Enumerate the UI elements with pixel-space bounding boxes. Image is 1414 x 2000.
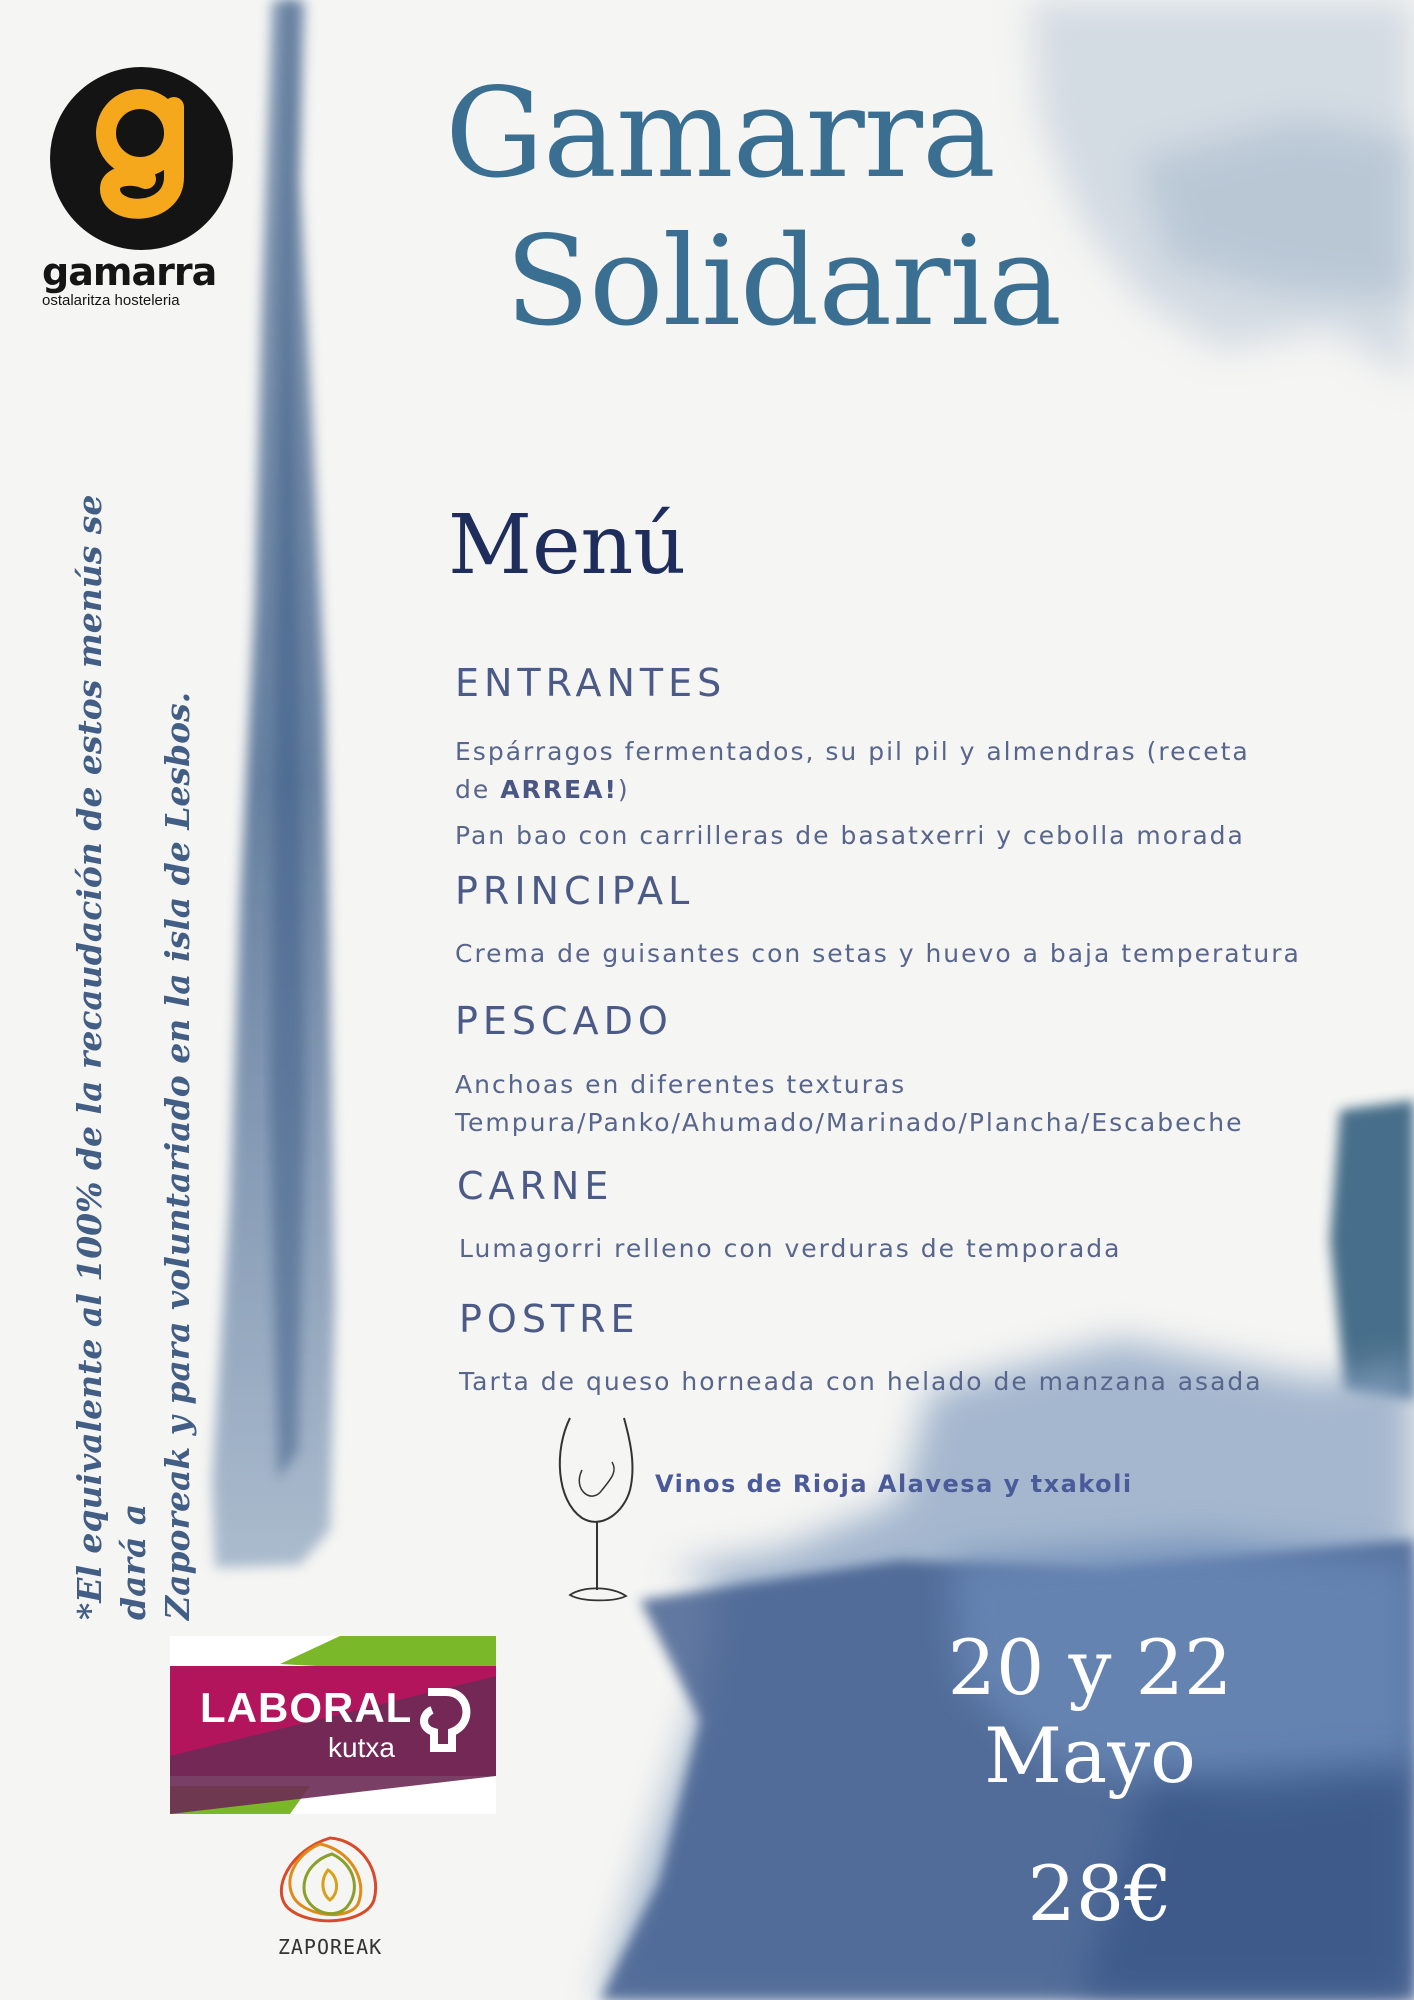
zaporeak-logo-icon	[270, 1830, 390, 1930]
entrantes-item-1-line-1: Espárragos fermentados, su pil pil y almendras (receta	[455, 737, 1250, 766]
carne-item-1: Lumagorri relleno con verduras de temporada	[459, 1234, 1122, 1263]
principal-item-1: Crema de guisantes con setas y huevo a baja temperatura	[455, 939, 1301, 968]
title-line-1: Gamarra	[445, 62, 995, 206]
laboral-text: LABORAL	[200, 1684, 413, 1731]
zaporeak-text: ZAPOREAK	[277, 1935, 383, 1959]
postre-item-1: Tarta de queso horneada con helado de manzana asada	[459, 1367, 1263, 1396]
dates-line-1: 20 y 22	[947, 1623, 1233, 1712]
kutxa-text: kutxa	[328, 1732, 395, 1763]
pescado-item-1-line-2: Tempura/Panko/Ahumado/Marinado/Plancha/Escabeche	[455, 1108, 1244, 1137]
side-note-vertical	[68, 410, 200, 1620]
section-entrantes-label: ENTRANTES	[455, 661, 727, 705]
side-note-line-2: Zaporeak y para voluntariado en la isla de Lesbos.	[158, 691, 197, 1620]
section-principal-label: PRINCIPAL	[455, 869, 695, 913]
entrantes-item-1-line-2	[455, 771, 630, 809]
section-pescado-label: PESCADO	[455, 999, 673, 1043]
section-carne-label: CARNE	[457, 1164, 614, 1208]
side-note-line-1: *El equivalente al 100% de la recaudación de estos menús se dará a	[70, 494, 153, 1620]
entrantes-item-1-suffix: )	[617, 775, 630, 804]
gamarra-wordmark: gamarra	[42, 250, 217, 294]
wine-glass-icon	[552, 1410, 642, 1605]
wine-note: Vinos de Rioja Alavesa y txakoli	[655, 1470, 1133, 1498]
gamarra-subtitle: ostalaritza hosteleria	[42, 292, 180, 309]
arrea-highlight: ARREA!	[500, 775, 618, 804]
section-postre-label: POSTRE	[459, 1297, 640, 1341]
menu-heading: Menú	[448, 498, 687, 593]
price: 28€	[1027, 1849, 1173, 1938]
entrantes-item-2: Pan bao con carrilleras de basatxerri y cebolla morada	[455, 821, 1245, 850]
title-line-2: Solidaria	[505, 210, 1062, 354]
gamarra-g-icon	[50, 67, 233, 250]
entrantes-item-1-prefix: de	[455, 775, 501, 804]
pescado-item-1-line-1: Anchoas en diferentes texturas	[455, 1070, 907, 1099]
dates-line-2: Mayo	[984, 1711, 1196, 1800]
